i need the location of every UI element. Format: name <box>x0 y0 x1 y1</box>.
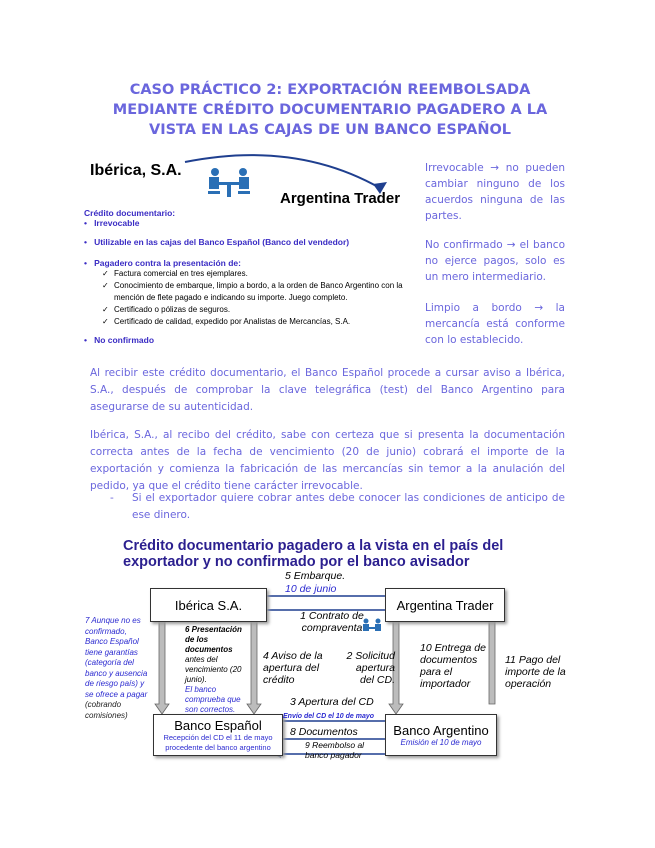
step-6 <box>185 625 249 715</box>
side-note-limpio: Limpio a bordo → la mercancía está conforme con lo establecido. <box>425 302 565 346</box>
cd-item-3-text: Pagadero contra la presentación de: <box>94 258 241 268</box>
box-iberica: Ibérica S.A. <box>150 588 267 622</box>
cd-item-4-text: No confirmado <box>94 335 155 345</box>
side-note-no-confirmado: No confirmado → el banco no ejerce pagos, solo es un mero intermediario. <box>425 239 565 283</box>
page-title: CASO PRÁCTICO 2: EXPORTACIÓN REEMBOLSADA MEDIANTE CRÉDITO DOCUMENTARIO PAGADERO A LA VISTA EN LAS CAJAS DE UN BANCO ESPAÑOL <box>112 82 548 138</box>
cd-item-1-text: Irrevocable <box>94 218 140 228</box>
banco-espanol-sub: Recepción del CD el 11 de mayo procedente del banco argentino <box>163 732 273 752</box>
dash-marker: - <box>110 492 114 504</box>
step-11: 11 Pago del importe de la operación <box>505 654 566 690</box>
argentina-label: Argentina Trader <box>280 190 401 207</box>
cd-item-1: • Irrevocable <box>84 218 140 228</box>
step-2: 2 Solicitud apertura del CD. <box>346 650 395 686</box>
diagram-title: Crédito documentario pagadero a la vista en el país del exportador y no confirmado por el banco avisador <box>123 538 504 570</box>
box-argentina: Argentina Trader <box>385 588 505 622</box>
paragraph-recibo: Ibérica, S.A., al recibo del crédito, sabe con certeza que si presenta la documentación correcta antes de la fecha de vencimiento (20 de junio) cobrará el importe de la exportación y comienza la fabricación de las mercancías sin temor a la anulación del pedido, ya que el crédito tiene carácter irrevocable. <box>90 429 565 492</box>
step-9: 9 Reembolso al banco pagador <box>305 740 365 760</box>
cd-diagram <box>85 532 570 772</box>
check-icon: ✓ <box>102 269 109 278</box>
top-figure <box>80 148 415 348</box>
step-3: 3 Apertura del CD <box>290 696 374 708</box>
step-7-text: 7 Aunque no es confirmado, Banco Español tiene garantías (categoría del banco y ausencia de riesgo país) y se ofrece a pagar <box>85 616 148 699</box>
step-7 <box>85 616 151 721</box>
step-3-sub: Envío del CD el 10 de mayo <box>283 713 375 720</box>
step-5-date: 10 de junio <box>285 583 337 595</box>
bullet-text: Si el exportador quiere cobrar antes debe conocer las condiciones de anticipo de ese dinero. <box>132 492 565 521</box>
cd-item-4: • No confirmado <box>84 335 155 345</box>
banco-argentino-label: Banco Argentino <box>393 722 489 738</box>
cd-item-2-text: Utilizable en las cajas del Banco Español (Banco del vendedor) <box>94 237 350 247</box>
step-1: 1 Contrato de compraventa <box>300 610 364 634</box>
iberica-label: Ibérica, S.A. <box>90 162 182 179</box>
step-4: 4 Aviso de la apertura del crédito <box>263 650 323 686</box>
check-icon: ✓ <box>102 305 109 314</box>
check-item <box>102 268 414 280</box>
cd-item-3: • Pagadero contra la presentación de: <box>84 258 241 268</box>
check-item <box>102 316 414 328</box>
handshake-icon <box>361 618 383 634</box>
meeting-icon <box>206 166 252 200</box>
check-text: Factura comercial en tres ejemplares. <box>114 269 248 278</box>
cd-item-2: • Utilizable en las cajas del Banco Español (Banco del vendedor) <box>84 237 350 247</box>
checklist <box>102 268 414 328</box>
box-banco-argentino <box>385 714 497 756</box>
check-icon: ✓ <box>102 317 109 326</box>
step-6-head: 6 Presentación de los documentos <box>185 625 242 654</box>
check-text: Certificado de calidad, expedido por Analistas de Mercancías, S.A. <box>114 317 351 326</box>
step-10: 10 Entrega de documentos para el importador <box>420 642 486 690</box>
step-7-tail: (cobrando comisiones) <box>85 700 128 720</box>
step-8: 8 Documentos <box>290 726 358 738</box>
check-item <box>102 304 414 316</box>
banco-espanol-label: Banco Español <box>174 717 262 733</box>
side-note-irrevocable: Irrevocable → no pueden cambiar ninguno de los acuerdos ninguna de las partes. <box>425 162 565 222</box>
paragraph-aviso: Al recibir este crédito documentario, el Banco Español procede a cursar aviso a Ibérica, S.A., después de comprobar la clave telegráfica (test) del Banco Argentino para asegurarse de su autenticidad. <box>90 367 565 413</box>
banco-argentino-sub: Emisión el 10 de mayo <box>400 737 482 747</box>
cd-title: Crédito documentario: <box>84 208 176 218</box>
check-text: Conocimiento de embarque, limpio a bordo, a la orden de Banco Argentino con la mención de flete pagado e indicando su importe. Juego completo. <box>114 281 403 302</box>
box-banco-espanol <box>153 714 283 756</box>
step-5: 5 Embarque. <box>285 570 346 582</box>
check-icon: ✓ <box>102 281 109 290</box>
check-item <box>102 280 414 304</box>
step-6-body: antes del vencimiento (20 junio). <box>185 655 242 684</box>
check-text: Certificado o pólizas de seguros. <box>114 305 231 314</box>
bullet-anticipo <box>110 490 565 524</box>
step-6-blue: El banco comprueba que son correctos. <box>185 685 241 714</box>
